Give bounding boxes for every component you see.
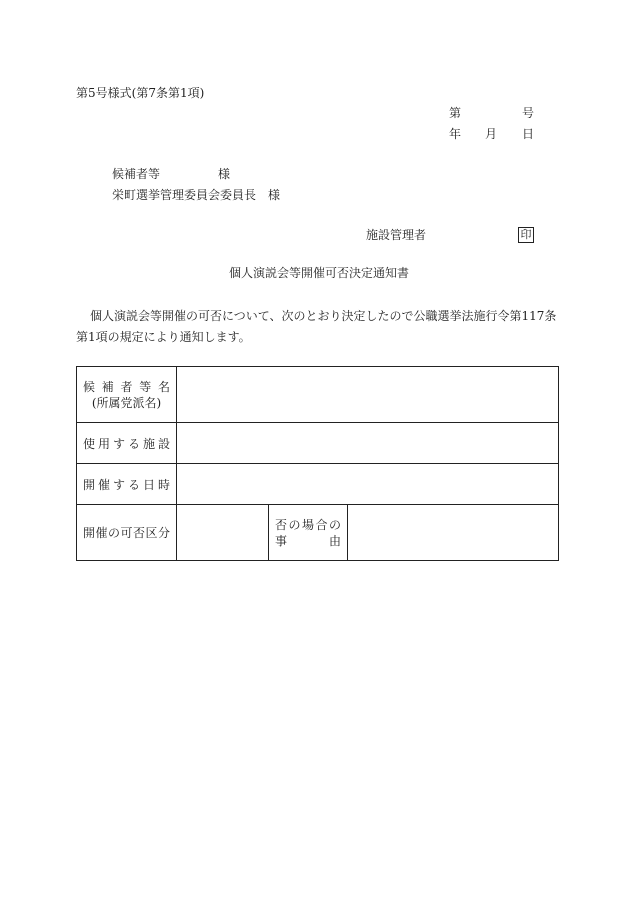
date-day: 日 — [522, 127, 535, 141]
candidate-label: 候補者等名 — [83, 379, 170, 394]
doc-number-prefix: 第 — [449, 106, 462, 120]
reason-label-line2b: 由 — [328, 533, 341, 548]
reason-value[interactable] — [348, 505, 559, 561]
facility-value[interactable] — [177, 423, 559, 464]
candidate-value[interactable] — [177, 367, 559, 423]
date-month: 月 — [485, 127, 498, 141]
table-row — [77, 423, 559, 464]
reason-label-cell — [269, 505, 348, 561]
approval-value[interactable] — [177, 505, 269, 561]
body-line-1: 個人演説会等開催の可否について、次のとおり決定したので公職選挙法施行令第117条 — [90, 309, 557, 323]
datetime-value[interactable] — [177, 464, 559, 505]
table-row — [77, 505, 559, 561]
reason-label-line2a: 事 — [275, 533, 288, 548]
facility-label: 使用する施設 — [77, 423, 177, 464]
notice-table — [76, 366, 559, 561]
seal-mark: 印 — [518, 227, 534, 243]
addressee-committee: 栄町選挙管理委員会委員長 様 — [112, 188, 281, 202]
table-row — [77, 367, 559, 423]
addressee-honorific: 様 — [218, 167, 231, 181]
approval-label: 開催の可否区分 — [77, 505, 177, 561]
form-number: 第5号様式(第7条第1項) — [76, 86, 205, 100]
reason-label-line1: 否の場合の — [275, 517, 341, 532]
document-title: 個人演説会等開催可否決定通知書 — [229, 266, 410, 280]
candidate-label-cell — [77, 367, 177, 423]
date-year: 年 — [449, 127, 462, 141]
party-label: (所属党派名) — [91, 395, 162, 410]
addressee-candidate: 候補者等 — [112, 167, 161, 181]
datetime-label: 開催する日時 — [77, 464, 177, 505]
doc-number-suffix: 号 — [522, 106, 535, 120]
body-line-2: 第1項の規定により通知します。 — [76, 330, 251, 344]
sender-label: 施設管理者 — [366, 228, 427, 242]
table-row — [77, 464, 559, 505]
